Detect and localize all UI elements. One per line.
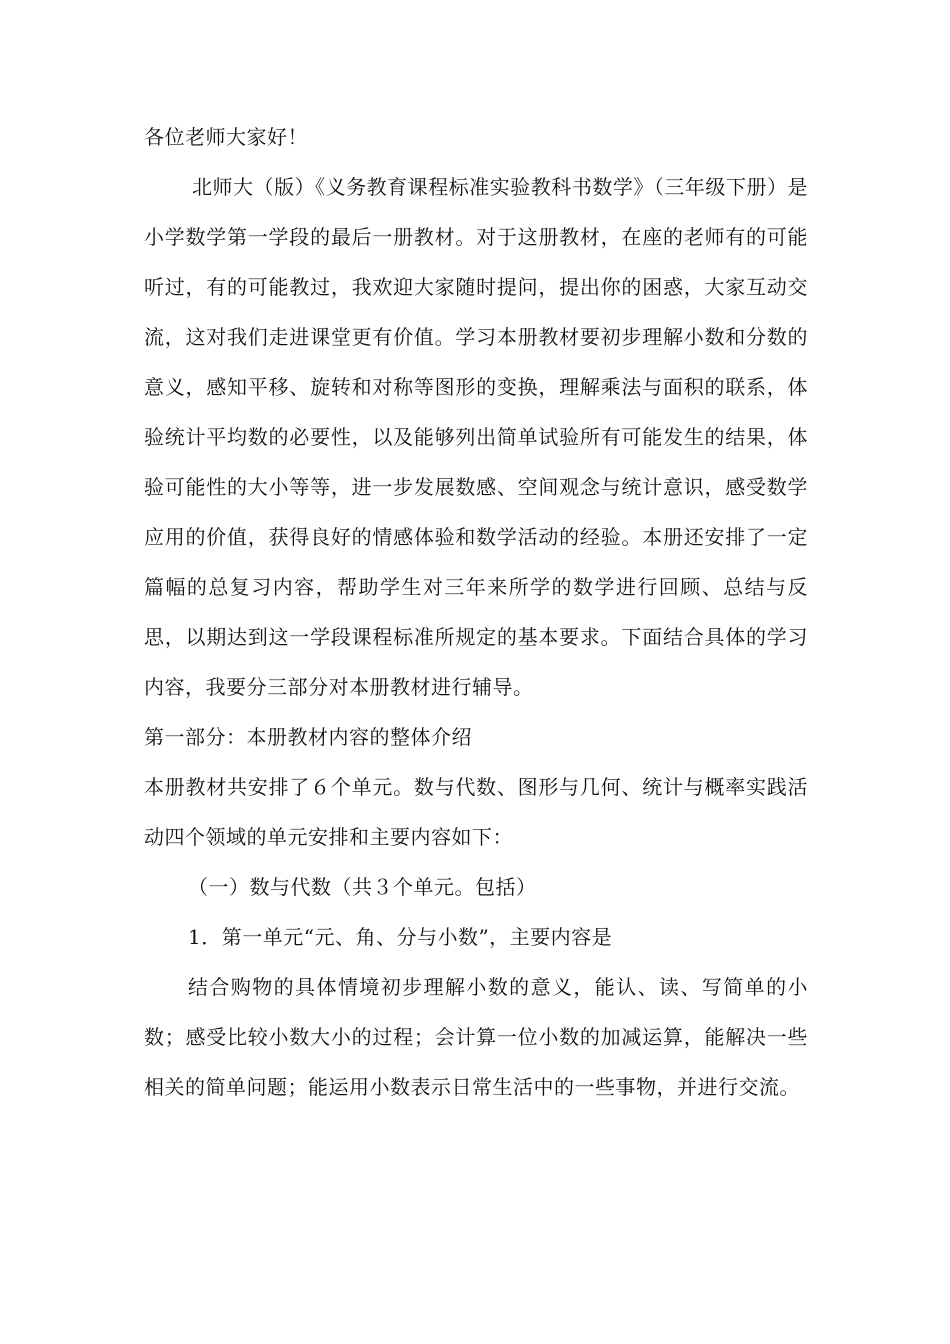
greeting-line: 各位老师大家好！ [144, 125, 308, 149]
unit1-heading: 1．第一单元“元、角、分与小数”，主要内容是 [188, 925, 613, 949]
document-page [144, 112, 808, 1112]
overview-paragraph: 本册教材共安排了６个单元。数与代数、图形与几何、统计与概率实践活动四个领域的单元安排和主要内容如下： [144, 775, 808, 849]
intro-paragraph: 北师大（版）《义务教育课程标准实验教科书数学》（三年级下册）是小学数学第一学段的最后一册教材。对于这册教材，在座的老师有的可能听过，有的可能教过，我欢迎大家随时提问，提出你的困惑，大家互动交流，这对我们走进课堂更有价值。学习本册教材要初步理解小数和分数的意义，感知平移、旋转和对称等图形的变换，理解乘法与面积的联系，体验统计平均数的必要性，以及能够列出简单试验所有可能发生的结果，体验可能性的大小等等，进一步发展数感、空间观念与统计意识，感受数学应用的价值，获得良好的情感体验和数学活动的经验。本册还安排了一定篇幅的总复习内容，帮助学生对三年来所学的数学进行回顾、总结与反思，以期达到这一学段课程标准所规定的基本要求。下面结合具体的学习内容，我要分三部分对本册教材进行辅导。 [144, 175, 808, 699]
unit1-content: 结合购物的具体情境初步理解小数的意义，能认、读、写简单的小数；感受比较小数大小的过程；会计算一位小数的加减运算，能解决一些相关的简单问题；能运用小数表示日常生活中的一些事物，并进行交流。 [144, 975, 808, 1099]
part1-heading: 第一部分：本册教材内容的整体介绍 [144, 725, 472, 749]
section1-heading: （一）数与代数（共３个单元。包括） [188, 875, 537, 899]
